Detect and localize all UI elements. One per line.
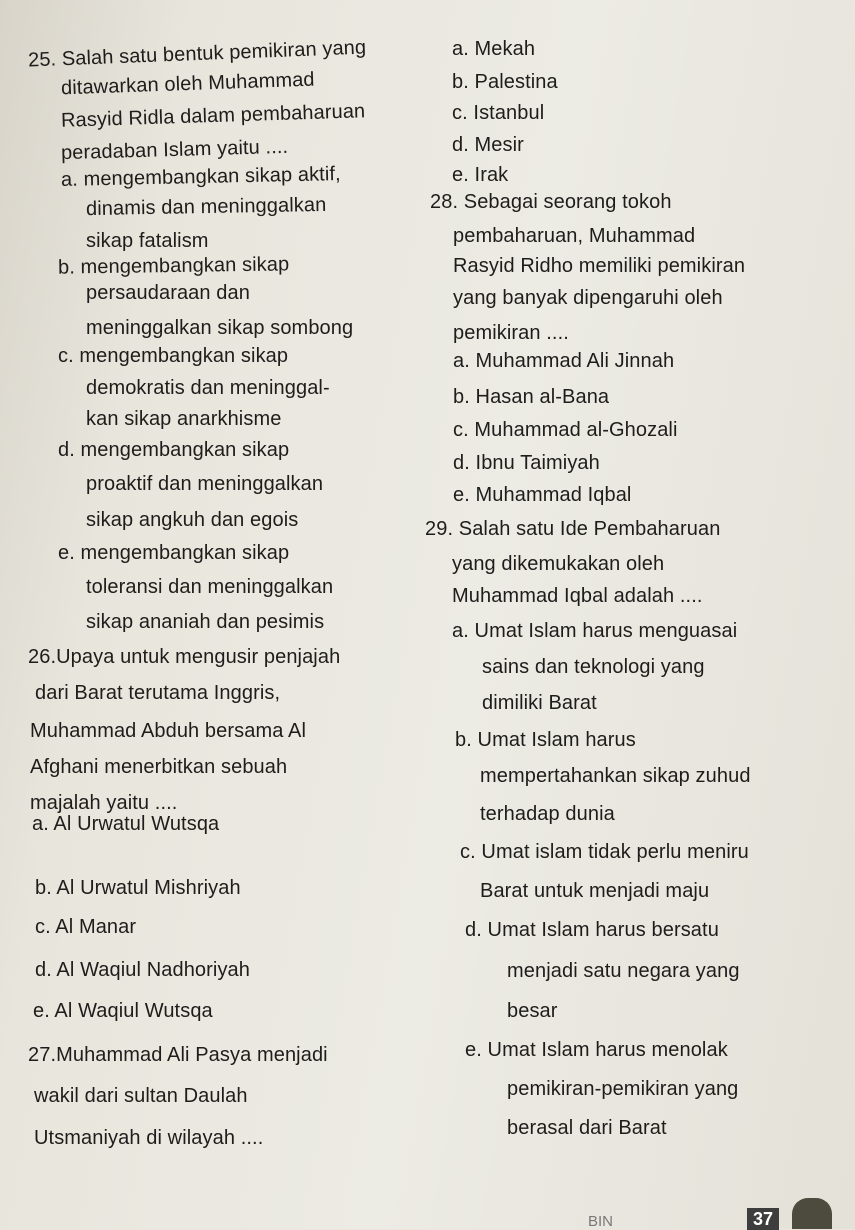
q27-option-b: b. Palestina bbox=[452, 71, 558, 93]
right-column bbox=[425, 0, 840, 1229]
q29-option-b: terhadap dunia bbox=[480, 803, 615, 825]
q27-option-c: c. Istanbul bbox=[452, 102, 545, 124]
q26-option-b: b. Al Urwatul Mishriyah bbox=[35, 877, 241, 899]
q28-option-c: c. Muhammad al-Ghozali bbox=[453, 419, 678, 441]
q25-option-d: d. mengembangkan sikap bbox=[58, 439, 290, 461]
q26-stem: 26.Upaya untuk mengusir penjajah bbox=[28, 646, 341, 668]
corner-decoration bbox=[792, 1198, 832, 1229]
q29-option-b: mempertahankan sikap zuhud bbox=[480, 765, 751, 787]
page-number: 37 bbox=[747, 1208, 779, 1230]
q29-option-d: d. Umat Islam harus bersatu bbox=[465, 919, 719, 941]
q26-option-e: e. Al Waqiul Wutsqa bbox=[33, 1000, 213, 1022]
q25-option-c: kan sikap anarkhisme bbox=[86, 408, 282, 430]
q29-option-e: pemikiran-pemikiran yang bbox=[507, 1078, 739, 1100]
q25-option-c: demokratis dan meninggal- bbox=[86, 377, 330, 399]
q25-option-b: persaudaraan dan bbox=[86, 282, 250, 304]
q29-option-d: besar bbox=[507, 1000, 558, 1022]
left-column bbox=[28, 0, 413, 1229]
q28-stem: yang banyak dipengaruhi oleh bbox=[453, 287, 723, 309]
q29-stem: Muhammad Iqbal adalah .... bbox=[452, 585, 703, 607]
q28-stem: 28. Sebagai seorang tokoh bbox=[430, 191, 672, 213]
q25-option-a: sikap fatalism bbox=[86, 230, 209, 252]
q26-stem: majalah yaitu .... bbox=[30, 792, 178, 814]
q26-stem: Muhammad Abduh bersama Al bbox=[30, 720, 306, 742]
q25-option-e: sikap ananiah dan pesimis bbox=[86, 611, 325, 633]
q29-stem: 29. Salah satu Ide Pembaharuan bbox=[425, 518, 721, 540]
q27-option-e: e. Irak bbox=[452, 164, 509, 186]
q25-option-b: meninggalkan sikap sombong bbox=[86, 317, 354, 339]
q25-option-d: proaktif dan meninggalkan bbox=[86, 473, 324, 495]
q29-option-a: dimiliki Barat bbox=[482, 692, 597, 714]
q25-option-d: sikap angkuh dan egois bbox=[86, 509, 299, 531]
q25-option-b: b. mengembangkan sikap bbox=[57, 253, 290, 279]
q26-option-d: d. Al Waqiul Nadhoriyah bbox=[35, 959, 251, 981]
q25-stem: Rasyid Ridla dalam pembaharuan bbox=[60, 100, 366, 132]
q29-option-c: c. Umat islam tidak perlu meniru bbox=[460, 841, 749, 863]
q28-stem: pembaharuan, Muhammad bbox=[453, 225, 696, 247]
q27-option-d: d. Mesir bbox=[452, 134, 524, 156]
q25-stem: peradaban Islam yaitu .... bbox=[60, 135, 289, 165]
q27-stem: wakil dari sultan Daulah bbox=[34, 1085, 248, 1107]
q28-stem: pemikiran .... bbox=[453, 322, 569, 344]
q29-stem: yang dikemukakan oleh bbox=[452, 553, 665, 575]
q28-option-e: e. Muhammad Iqbal bbox=[453, 484, 632, 506]
q28-stem: Rasyid Ridho memiliki pemikiran bbox=[453, 255, 746, 277]
q26-option-c: c. Al Manar bbox=[35, 916, 137, 938]
q25-stem: ditawarkan oleh Muhammad bbox=[60, 68, 315, 100]
q29-option-a: sains dan teknologi yang bbox=[482, 656, 705, 678]
q25-option-e: toleransi dan meninggalkan bbox=[86, 576, 334, 598]
q28-option-b: b. Hasan al-Bana bbox=[453, 386, 610, 408]
q26-stem: Afghani menerbitkan sebuah bbox=[30, 756, 288, 778]
q26-stem: dari Barat terutama Inggris, bbox=[35, 682, 281, 704]
q25-option-e: e. mengembangkan sikap bbox=[58, 542, 290, 564]
q25-option-c: c. mengembangkan sikap bbox=[58, 345, 289, 367]
q29-option-e: e. Umat Islam harus menolak bbox=[465, 1039, 728, 1061]
q26-option-a: a. Al Urwatul Wutsqa bbox=[32, 813, 220, 835]
q27-stem: Utsmaniyah di wilayah .... bbox=[34, 1127, 264, 1149]
q29-option-e: berasal dari Barat bbox=[507, 1117, 667, 1139]
q29-option-b: b. Umat Islam harus bbox=[455, 729, 636, 751]
q28-option-d: d. Ibnu Taimiyah bbox=[453, 452, 600, 474]
q25-option-a: dinamis dan meninggalkan bbox=[85, 193, 327, 221]
q27-stem: 27.Muhammad Ali Pasya menjadi bbox=[28, 1044, 328, 1066]
footer-stamp: BIN bbox=[588, 1213, 614, 1230]
q25-stem: 25. Salah satu bentuk pemikiran yang bbox=[27, 36, 367, 72]
q29-option-d: menjadi satu negara yang bbox=[507, 960, 740, 982]
q29-option-c: Barat untuk menjadi maju bbox=[480, 880, 710, 902]
q29-option-a: a. Umat Islam harus menguasai bbox=[452, 620, 738, 642]
q27-option-a: a. Mekah bbox=[452, 38, 536, 60]
q28-option-a: a. Muhammad Ali Jinnah bbox=[453, 350, 675, 372]
q25-option-a: a. mengembangkan sikap aktif, bbox=[60, 163, 341, 191]
